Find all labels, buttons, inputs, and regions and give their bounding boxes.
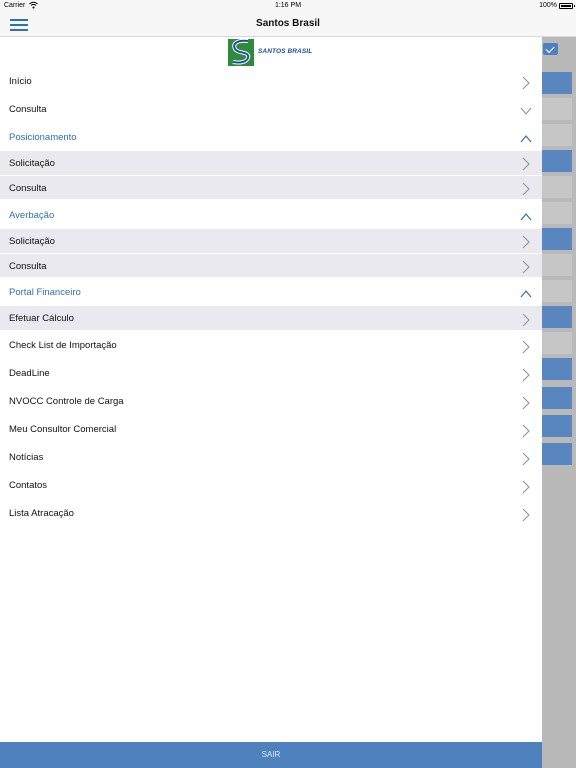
chevron-down-icon — [520, 104, 532, 118]
menu-item-label: Meu Consultor Comercial — [9, 424, 117, 435]
menu-item-label: Consulta — [9, 104, 47, 115]
menu-item-label: DeadLine — [9, 368, 50, 379]
menu-item-averbacao-solicitacao[interactable] — [0, 229, 542, 254]
menu-item-averbacao-consulta[interactable] — [0, 254, 542, 278]
background-block — [542, 415, 572, 437]
chevron-right-icon — [520, 182, 532, 196]
background-block — [542, 98, 572, 120]
menu-item-label: Notícias — [9, 452, 44, 463]
background-block — [542, 280, 572, 302]
chevron-up-icon — [520, 210, 532, 224]
menu-item-label: Consulta — [9, 183, 47, 194]
menu-item-meu-consultor-comercial[interactable] — [0, 418, 542, 442]
logo-s-icon — [230, 39, 252, 65]
menu-item-deadline[interactable] — [0, 362, 542, 386]
logo-text: SANTOS BRASIL — [258, 48, 313, 55]
menu-item-posicionamento-consulta[interactable] — [0, 176, 542, 200]
menu-section-averbacao[interactable] — [0, 203, 542, 227]
chevron-right-icon — [520, 452, 532, 466]
chevron-right-icon — [520, 313, 532, 327]
menu-item-label: Averbação — [9, 210, 55, 221]
background-block — [542, 202, 572, 224]
background-block — [542, 124, 572, 146]
background-content-strip — [542, 37, 576, 768]
sair-button[interactable]: SAIR — [0, 742, 542, 768]
menu-item-noticias[interactable] — [0, 446, 542, 470]
menu-item-lista-atracacao[interactable] — [0, 502, 542, 526]
chevron-right-icon — [520, 368, 532, 382]
chevron-right-icon — [520, 396, 532, 410]
menu-item-label: Consulta — [9, 261, 47, 272]
background-block — [542, 150, 572, 172]
menu-item-label: Solicitação — [9, 236, 55, 247]
chevron-right-icon — [520, 480, 532, 494]
menu-item-label: NVOCC Controle de Carga — [9, 396, 124, 407]
chevron-up-icon — [520, 287, 532, 301]
menu-item-posicionamento-solicitacao[interactable] — [0, 151, 542, 176]
background-block — [542, 443, 572, 465]
menu-item-nvocc-controle-carga[interactable] — [0, 390, 542, 414]
background-block — [542, 332, 572, 354]
menu-item-label: Efetuar Cálculo — [9, 313, 74, 324]
background-block — [542, 72, 572, 94]
chevron-right-icon — [520, 424, 532, 438]
menu-item-check-list-importacao[interactable] — [0, 334, 542, 358]
navigation-bar — [0, 12, 576, 37]
menu-item-label: Lista Atracação — [9, 508, 74, 519]
santos-brasil-logo — [228, 39, 318, 67]
status-bar — [0, 0, 576, 12]
menu-item-inicio[interactable] — [0, 69, 542, 93]
background-block — [542, 387, 572, 409]
background-block — [542, 254, 572, 276]
page-title: Santos Brasil — [256, 18, 320, 29]
menu-item-label: Início — [9, 76, 32, 87]
chevron-right-icon — [520, 157, 532, 171]
menu-item-label: Check List de Importação — [9, 340, 117, 351]
chevron-up-icon — [520, 132, 532, 146]
background-block — [542, 306, 572, 328]
menu-item-contatos[interactable] — [0, 474, 542, 498]
menu-item-consulta[interactable] — [0, 97, 542, 121]
menu-section-posicionamento[interactable] — [0, 125, 542, 149]
menu-item-efetuar-calculo[interactable] — [0, 306, 542, 331]
mail-icon[interactable] — [543, 43, 558, 55]
chevron-right-icon — [520, 76, 532, 90]
menu-item-label: Posicionamento — [9, 132, 77, 143]
carrier-label: Carrier — [4, 2, 26, 9]
battery-percentage: 100% — [539, 2, 557, 9]
chevron-right-icon — [520, 340, 532, 354]
chevron-right-icon — [520, 235, 532, 249]
side-menu-drawer — [0, 37, 542, 742]
chevron-right-icon — [520, 508, 532, 522]
clock-time: 1:16 PM — [274, 2, 302, 9]
chevron-right-icon — [520, 260, 532, 274]
menu-item-label: Portal Financeiro — [9, 287, 81, 298]
background-block — [542, 176, 572, 198]
menu-item-label: Contatos — [9, 480, 48, 491]
menu-item-label: Solicitação — [9, 158, 55, 169]
background-block — [542, 228, 572, 250]
battery-icon — [559, 3, 573, 9]
background-block — [542, 358, 572, 380]
menu-section-portal-financeiro[interactable] — [0, 280, 542, 304]
